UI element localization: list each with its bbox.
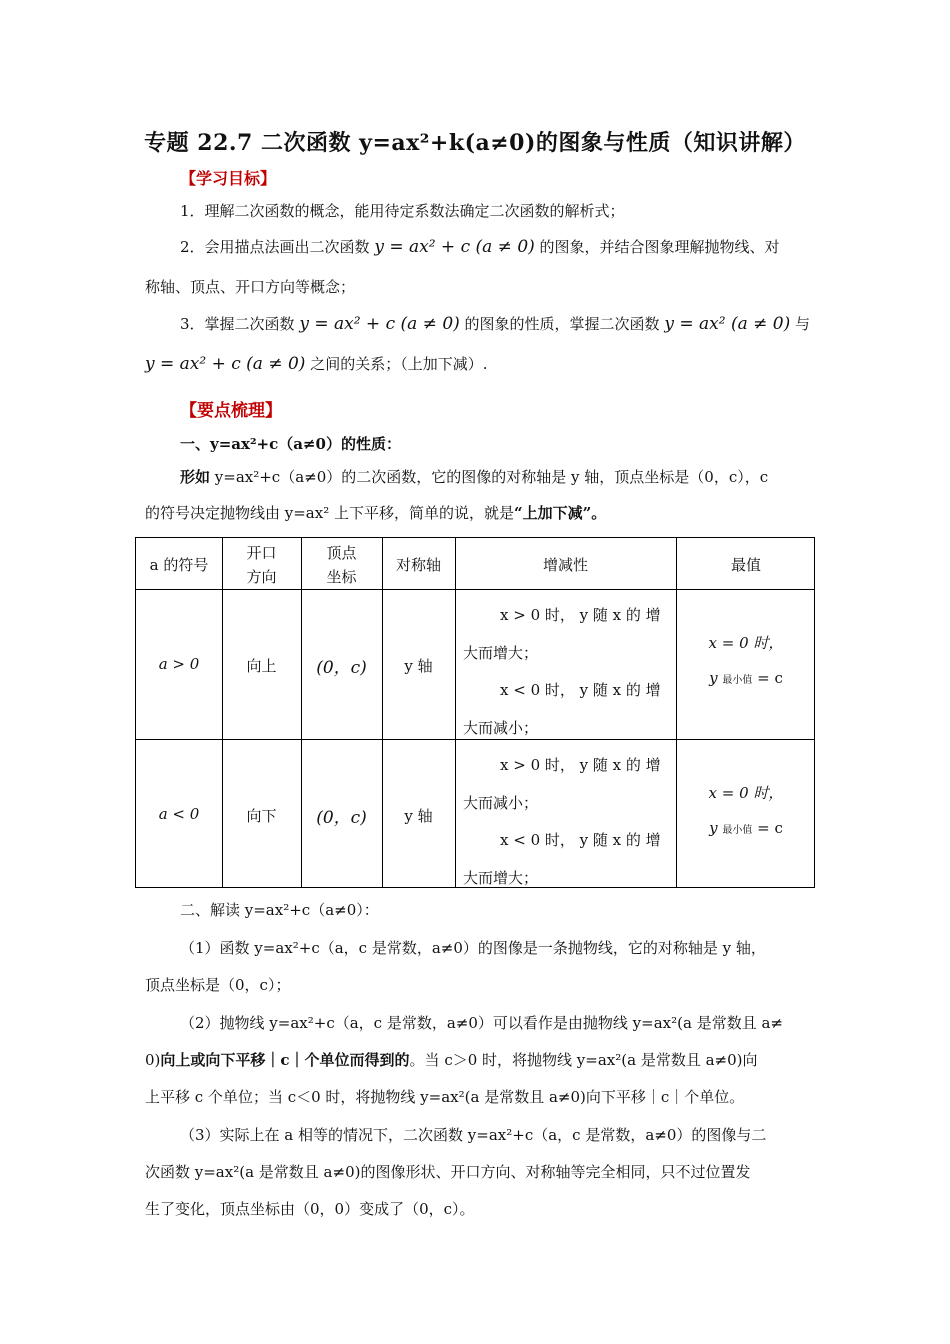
goal-2-text-b: 的图象，并结合图象理解抛物线、对 — [539, 238, 780, 256]
p2-3-line-a: （3）实际上在 a 相等的情况下，二次函数 y=ax²+c（a，c 是常数，a≠0）的图像与二 — [180, 1126, 767, 1144]
row2-vertex: (0，c) — [316, 808, 367, 828]
goal-3-text-d: 之间的关系；（上加下减）. — [310, 355, 488, 373]
goal-3-formula-3: y = ax² + c (a ≠ 0) — [145, 354, 306, 374]
header-monotonicity: 增减性 — [542, 556, 588, 574]
p2-3-line-c: 生了变化，顶点坐标由（0，0）变成了（0，c）。 — [145, 1200, 475, 1218]
row2-sign: a < 0 — [158, 805, 200, 823]
section-tag-key-points: 【要点梳理】 — [180, 401, 282, 421]
goal-3-line-1 — [180, 313, 810, 334]
point-1-lead: 形如 — [180, 468, 211, 486]
point-1-heading: 一、y=ax²+c（a≠0）的性质： — [180, 435, 401, 453]
point-1-bold: “上加下减”。 — [514, 504, 607, 522]
table-col-divider — [222, 538, 223, 887]
properties-table — [135, 537, 815, 888]
row2-mono-2b: 大而增大； — [463, 869, 539, 887]
row1-axis: y 轴 — [404, 657, 433, 675]
table-col-divider — [455, 538, 456, 887]
goal-3-text-c: 与 — [795, 315, 811, 333]
header-vertex-1: 顶点 — [326, 544, 357, 562]
p2-2-line-b — [145, 1049, 758, 1070]
goal-3-formula-2: y = ax² (a ≠ 0) — [664, 314, 791, 334]
header-open-1: 开口 — [246, 544, 277, 562]
row1-ext-1: x = 0 时， — [708, 634, 784, 652]
row1-ext-sub: 最小值 — [722, 675, 753, 686]
goal-2-formula: y = ax² + c (a ≠ 0) — [374, 237, 535, 257]
goal-3-text-b: 的图象的性质，掌握二次函数 — [464, 315, 660, 333]
row1-mono-2b: 大而减小； — [463, 719, 539, 737]
header-sign: a 的符号 — [149, 556, 209, 574]
row1-ext-y: y — [709, 669, 718, 687]
header-extremum: 最值 — [730, 556, 761, 574]
goal-3-formula-1: y = ax² + c (a ≠ 0) — [299, 314, 460, 334]
table-col-divider — [382, 538, 383, 887]
row2-ext-1: x = 0 时， — [708, 784, 784, 802]
goal-2-line-2: 称轴、顶点、开口方向等概念； — [145, 278, 356, 296]
row2-axis: y 轴 — [404, 807, 433, 825]
goal-2-line-1 — [180, 236, 780, 257]
table-row-divider — [136, 589, 814, 590]
p2-2-line-a: （2）抛物线 y=ax²+c（a，c 是常数，a≠0）可以看作是由抛物线 y=ax²(a 是常数且 a≠ — [180, 1014, 783, 1032]
row1-sign: a > 0 — [158, 655, 200, 673]
row1-open: 向上 — [246, 657, 277, 675]
p2-2-bold: 向上或向下平移｜c｜个单位而得到的 — [160, 1051, 410, 1069]
row2-ext-val: = c — [757, 819, 783, 837]
page-title: 专题 22.7 二次函数 y=ax²+k(a≠0)的图象与性质（知识讲解） — [144, 130, 806, 156]
p2-2-line-c: 上平移 c 个单位；当 c＜0 时，将抛物线 y=ax²(a 是常数且 a≠0)向下平移｜c｜个单位。 — [145, 1088, 745, 1106]
row1-mono-1b: 大而增大； — [463, 644, 539, 662]
section-tag-learning-goals: 【学习目标】 — [180, 169, 277, 188]
row2-ext-y: y — [709, 819, 718, 837]
row2-mono-2: x < 0 时， y 随 x 的 增 — [500, 831, 661, 849]
header-axis: 对称轴 — [395, 556, 441, 574]
goal-3-line-2 — [145, 353, 488, 374]
row2-open: 向下 — [246, 807, 277, 825]
point-2-heading: 二、解读 y=ax²+c（a≠0）： — [180, 901, 379, 919]
p2-1-line-b: 顶点坐标是（0，c）； — [145, 976, 291, 994]
goal-3-text-a: 3．掌握二次函数 — [180, 315, 295, 333]
goal-1: 1．理解二次函数的概念，能用待定系数法确定二次函数的解析式； — [180, 202, 625, 220]
table-row-divider — [136, 739, 814, 740]
row2-ext-2 — [676, 819, 816, 837]
table-col-divider — [301, 538, 302, 887]
point-1-line-2 — [145, 502, 606, 523]
p2-2-pre: 0) — [145, 1051, 161, 1069]
row1-mono-2: x < 0 时， y 随 x 的 增 — [500, 681, 661, 699]
p2-2-post: 。当 c＞0 时，将抛物线 y=ax²(a 是常数且 a≠0)向 — [409, 1051, 758, 1069]
point-1-line-1 — [180, 466, 768, 487]
row1-mono-1: x > 0 时， y 随 x 的 增 — [500, 606, 661, 624]
p2-1-line-a: （1）函数 y=ax²+c（a，c 是常数，a≠0）的图像是一条抛物线，它的对称轴是 y 轴， — [180, 939, 766, 957]
point-1-text-1: y=ax²+c（a≠0）的二次函数，它的图像的对称轴是 y 轴，顶点坐标是（0，c），c — [210, 468, 769, 486]
goal-2-text-a: 2．会用描点法画出二次函数 — [180, 238, 370, 256]
header-open-2: 方向 — [246, 568, 277, 586]
row1-ext-2 — [676, 669, 816, 687]
row2-mono-1: x > 0 时， y 随 x 的 增 — [500, 756, 661, 774]
p2-3-line-b: 次函数 y=ax²(a 是常数且 a≠0)的图像形状、开口方向、对称轴等完全相同，只不过位置发 — [145, 1163, 751, 1181]
row1-vertex: (0，c) — [316, 658, 367, 678]
row2-ext-sub: 最小值 — [722, 825, 753, 836]
row1-ext-val: = c — [757, 669, 783, 687]
header-vertex-2: 坐标 — [326, 568, 357, 586]
row2-mono-1b: 大而减小； — [463, 794, 539, 812]
point-1-text-2: 的符号决定抛物线由 y=ax² 上下平移，简单的说，就是 — [145, 504, 514, 522]
